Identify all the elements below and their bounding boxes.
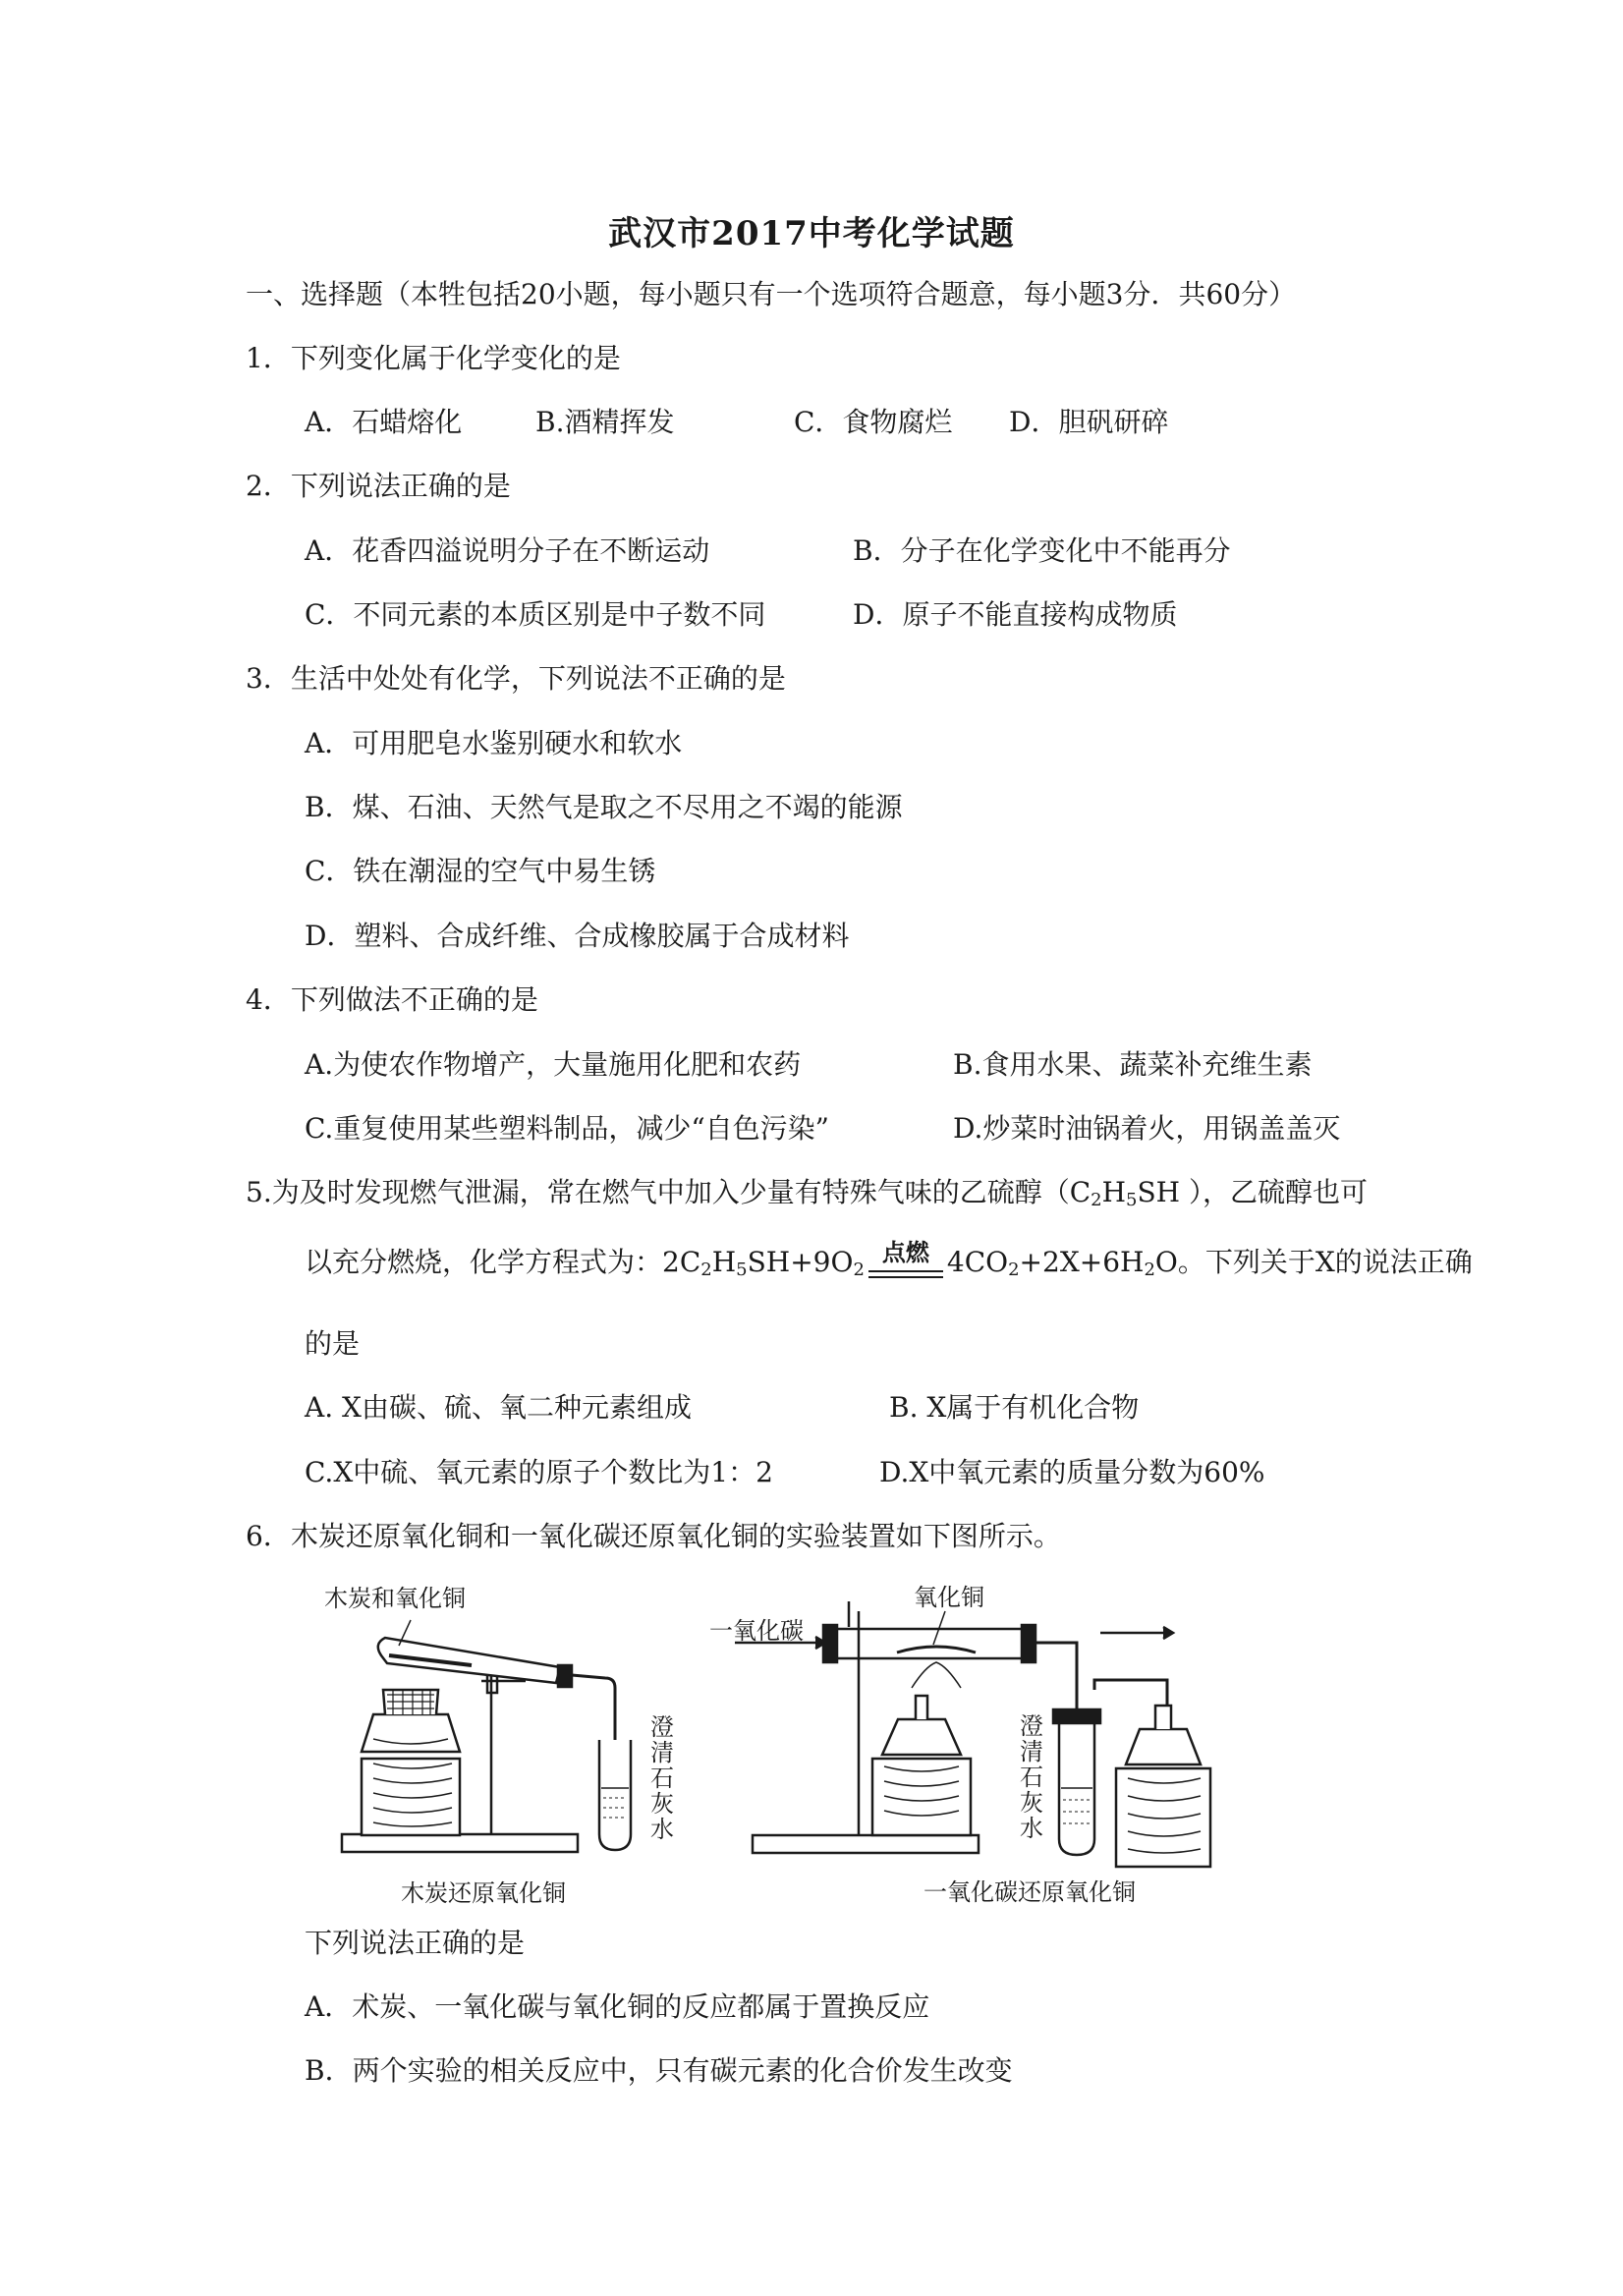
figure-carbon-reduction <box>305 1577 717 1907</box>
figure-co-reduction <box>705 1572 1216 1906</box>
question-1-option-b: B.酒精挥发 <box>535 406 675 438</box>
question-1-option-d: D．胆矾研碎 <box>1009 406 1169 438</box>
reaction-condition: 点燃 <box>881 1238 929 1266</box>
reaction-condition-arrow <box>867 1238 945 1280</box>
question-6-follow: 下列说法正确的是 <box>305 1927 526 1959</box>
question-3-option-a: A．可用肥皂水鉴别硬水和软水 <box>305 727 683 759</box>
question-2-option-c: C．不同元素的本质区别是中子数不同 <box>305 598 766 631</box>
figure-2-top-label: 氧化铜 <box>914 1584 984 1611</box>
question-6-option-a: A．术炭、一氧化碳与氧化铜的反应都属于置换反应 <box>305 1990 930 2023</box>
question-4-stem: 4．下列做法不正确的是 <box>246 983 538 1016</box>
question-5-option-c: C.X中硫、氧元素的原子个数比为1：2 <box>305 1456 773 1488</box>
question-3-stem: 3．生活中处处有化学，下列说法不正确的是 <box>246 662 786 695</box>
figure-2-inlet-label: 一氧化碳 <box>709 1617 804 1645</box>
section-heading: 一、选择题（本牲包括20小题，每小题只有一个选项符合题意，每小题3分．共60分） <box>246 278 1297 310</box>
question-3-option-b: B．煤、石油、天然气是取之不尽用之不竭的能源 <box>305 791 903 823</box>
question-2-option-b: B．分子在化学变化中不能再分 <box>853 534 1231 567</box>
question-1-option-c: C．食物腐烂 <box>794 406 953 438</box>
figure-1-top-label: 木炭和氧化铜 <box>324 1585 466 1612</box>
question-4-option-b: B.食用水果、蔬菜补充维生素 <box>953 1048 1313 1081</box>
question-6-option-b: B．两个实验的相关反应中，只有碳元素的化合价发生改变 <box>305 2054 1013 2087</box>
question-3-option-c: C．铁在潮湿的空气中易生锈 <box>305 855 656 887</box>
figure-2-side-label: 澄 清 石 灰 水 <box>1020 1712 1043 1842</box>
question-2-option-a: A．花香四溢说明分子在不断运动 <box>305 534 710 567</box>
question-5-option-a: A. X由碳、硫、氧二种元素组成 <box>305 1391 692 1424</box>
question-5-stem-tail: 的是 <box>305 1327 361 1360</box>
question-4-option-a: A.为使农作物增产，大量施用化肥和农药 <box>305 1048 802 1081</box>
question-5-equation: 以充分燃烧，化学方程式为：$2C_2H_5SH+9O_2$ 点燃 $4CO_2+2X+6H_2O$。下列关于X的说法正确 <box>305 1245 1473 1288</box>
figure-1-caption: 木炭还原氧化铜 <box>401 1879 566 1907</box>
question-2-stem: 2．下列说法正确的是 <box>246 470 511 502</box>
question-2-option-d: D．原子不能直接构成物质 <box>853 598 1178 631</box>
question-5-stem: 5.为及时发现燃气泄漏，常在燃气中加入少量有特殊气味的乙硫醇（$C_2H_5SH$ ），乙硫醇也可 <box>246 1176 1368 1210</box>
question-5-option-b: B. X属于有机化合物 <box>889 1391 1140 1424</box>
figure-1-side-label: 澄 清 石 灰 水 <box>650 1713 674 1843</box>
question-6-stem: 6．木炭还原氧化铜和一氧化碳还原氧化铜的实验装置如下图所示。 <box>246 1520 1061 1552</box>
question-5-option-d: D.X中氧元素的质量分数为60% <box>879 1456 1265 1488</box>
question-4-option-d: D.炒菜时油锅着火，用锅盖盖灭 <box>953 1112 1341 1145</box>
question-1-stem: 1．下列变化属于化学变化的是 <box>246 342 621 374</box>
question-4-option-c: C.重复使用某些塑料制品，减少“自色污染” <box>305 1112 829 1145</box>
question-1-option-a: A．石蜡熔化 <box>305 406 463 438</box>
question-3-option-d: D．塑料、合成纤维、合成橡胶属于合成材料 <box>305 920 850 952</box>
page-title: 武汉市2017中考化学试题 <box>608 214 1015 253</box>
figure-2-caption: 一氧化碳还原氧化铜 <box>923 1878 1136 1906</box>
